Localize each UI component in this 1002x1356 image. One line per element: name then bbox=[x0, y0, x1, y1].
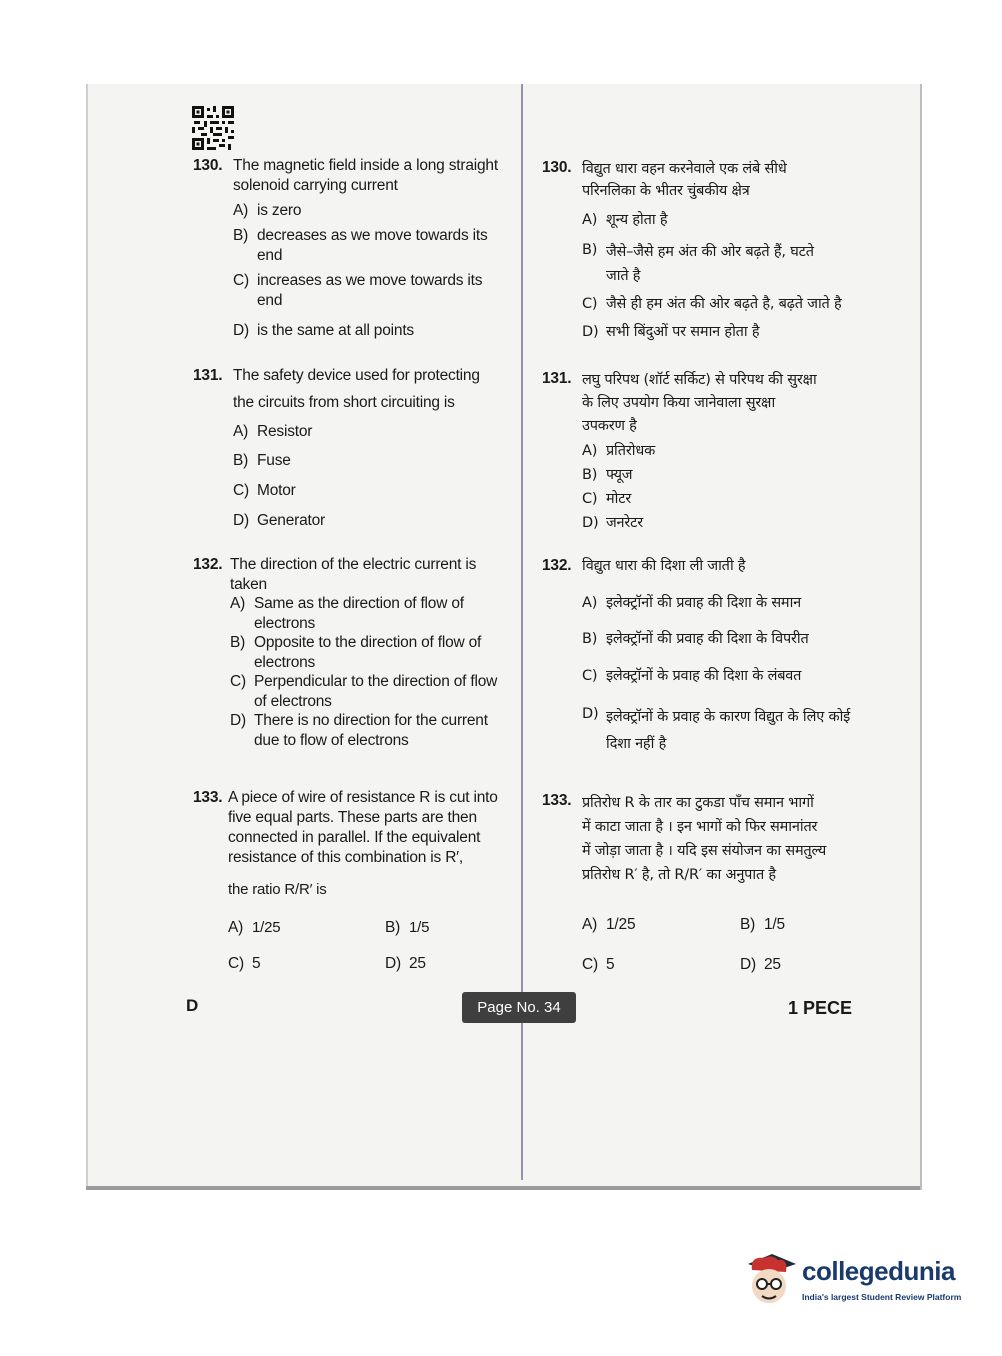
option-b: B) जैसे–जैसे हम अंत की ओर बढ़ते हैं, घटते जाते है bbox=[582, 242, 814, 284]
option-a: A) Resistor bbox=[233, 423, 313, 440]
option-a: A) Same as the direction of flow of electrons bbox=[230, 595, 464, 632]
option-a: A) 1/25 bbox=[228, 919, 281, 936]
option-d: D) जनरेटर bbox=[582, 515, 643, 531]
option-c: C) Perpendicular to the direction of flow of electrons bbox=[230, 673, 498, 710]
option-d: D) 25 bbox=[740, 956, 781, 973]
option-a: A) इलेक्ट्रॉनों की प्रवाह की दिशा के समान bbox=[582, 595, 802, 611]
paper-code: 1 PECE bbox=[788, 998, 853, 1018]
question-stem: लघु परिपथ (शॉर्ट सर्किट) से परिपथ की सुरक्षा के लिए उपयोग किया जानेवाला सुरक्षा उपकरण है bbox=[582, 372, 817, 434]
option-d: D) There is no direction for the current due to flow of electrons bbox=[230, 712, 488, 749]
option-a: A) 1/25 bbox=[582, 916, 636, 933]
question-number: 131. bbox=[193, 367, 223, 384]
question-stem: A piece of wire of resistance R is cut into five equal parts. These parts are then connected in parallel. If the equivalent resistance of this combination is R′, the ratio R/R′ is bbox=[228, 789, 498, 898]
ratio-line: प्रतिरोध R′ है, तो R/R′ का अनुपात है bbox=[582, 867, 776, 883]
qr-code-icon bbox=[192, 106, 234, 150]
mascot-icon bbox=[742, 1248, 798, 1312]
page-number-badge: Page No. 34 bbox=[462, 992, 576, 1023]
collegedunia-logo[interactable] bbox=[742, 1248, 972, 1320]
question-number: 132. bbox=[193, 556, 223, 573]
option-c: C) 5 bbox=[228, 955, 261, 972]
question-stem: The direction of the electric current is taken bbox=[230, 556, 477, 593]
option-b: B) decreases as we move towards its end bbox=[233, 227, 488, 264]
option-c: C) 5 bbox=[582, 956, 615, 973]
option-d: D) इलेक्ट्रॉनों के प्रवाह के कारण विद्युत के लिए कोई दिशा नहीं है bbox=[582, 706, 851, 752]
option-a: A) प्रतिरोधक bbox=[582, 443, 656, 459]
option-b: B) फ्यूज bbox=[582, 467, 633, 483]
question-stem: The magnetic field inside a long straight solenoid carrying current bbox=[233, 157, 498, 194]
option-c: C) Motor bbox=[233, 482, 296, 499]
option-c: C) जैसे ही हम अंत की ओर बढ़ते है, बढ़ते जाते है bbox=[582, 296, 842, 312]
brand-name: collegedunia bbox=[802, 1256, 955, 1286]
option-c: C) इलेक्ट्रॉनों के प्रवाह की दिशा के लंबवत bbox=[582, 668, 802, 684]
option-b: B) इलेक्ट्रॉनों की प्रवाह की दिशा के विपरीत bbox=[582, 631, 809, 647]
option-b: B) Fuse bbox=[233, 452, 291, 469]
question-stem: प्रतिरोध R के तार का टुकडा पाँच समान भागों में काटा जाता है । इन भागों को फिर समानांतर में जोड़ा जाता है । यदि इस संयोजन का समतुल्य प्रतिरोध R′ है, तो R/R′ का अनुपात है bbox=[582, 791, 826, 887]
ratio-line: the ratio R/R′ is bbox=[228, 881, 327, 898]
option-d: D) 25 bbox=[385, 955, 426, 972]
option-c: C) increases as we move towards its end bbox=[233, 272, 483, 309]
option-d: D) is the same at all points bbox=[233, 322, 414, 339]
question-stem: विद्युत धारा वहन करनेवाले एक लंबे सीधे परिनलिका के भीतर चुंबकीय क्षेत्र bbox=[582, 161, 787, 199]
option-b: B) 1/5 bbox=[740, 916, 785, 933]
question-stem: The safety device used for protecting the circuits from short circuiting is bbox=[233, 367, 480, 411]
question-stem: विद्युत धारा की दिशा ली जाती है bbox=[582, 558, 746, 574]
brand-tagline: India's largest Student Review Platform bbox=[802, 1292, 962, 1302]
option-d: D) सभी बिंदुओं पर समान होता है bbox=[582, 324, 760, 340]
option-c: C) मोटर bbox=[582, 491, 632, 507]
option-b: B) 1/5 bbox=[385, 919, 430, 936]
option-a: A) is zero bbox=[233, 202, 302, 219]
page-edge bbox=[86, 1186, 920, 1190]
option-b: B) Opposite to the direction of flow of electrons bbox=[230, 634, 482, 671]
option-d: D) Generator bbox=[233, 512, 325, 529]
question-number: 130. bbox=[193, 157, 223, 174]
booklet-code: D bbox=[186, 996, 199, 1015]
option-a: A) शून्य होता है bbox=[582, 212, 668, 228]
question-number: 133. bbox=[193, 789, 223, 806]
